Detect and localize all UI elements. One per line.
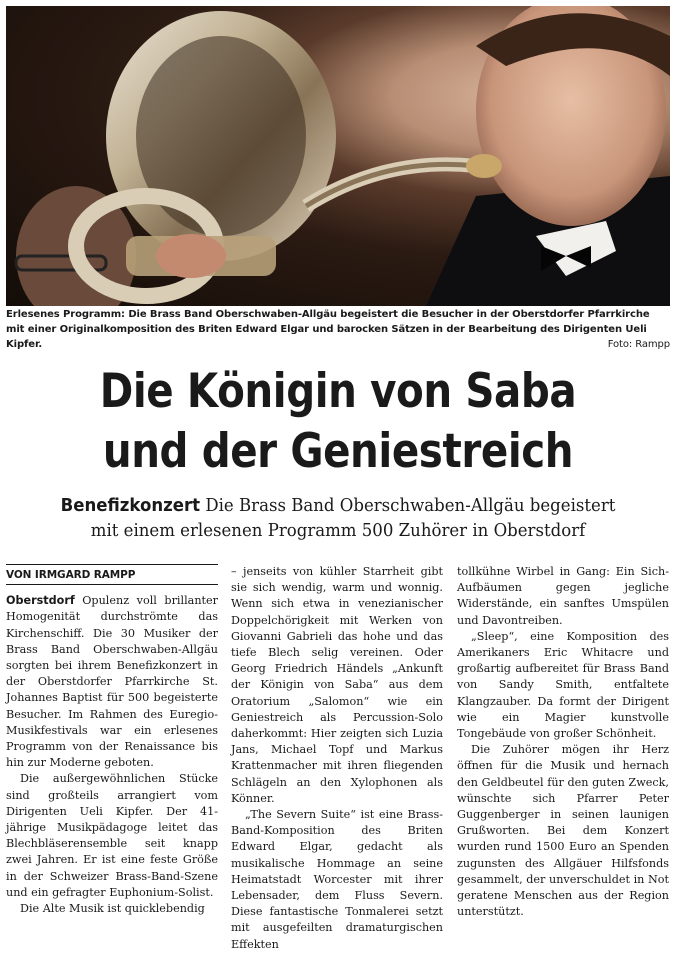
subhead-line-2: mit einem erlesenen Programm 500 Zuhörer in Oberstdorf	[90, 520, 586, 541]
paragraph-6: tollkühne Wirbel in Gang: Ein Sich-Aufbäumen gegen jegliche Widerstände, ein sanftes Umspülen und Davontreiben.	[457, 565, 669, 627]
kicker: Benefizkonzert	[60, 495, 201, 516]
article-column-1	[6, 564, 218, 917]
article-column-3	[457, 564, 669, 920]
subhead-line-1: Die Brass Band Oberschwaben-Allgäu begeistert	[205, 495, 616, 516]
paragraph-5: „The Severn Suite“ ist eine Brass-Band-Komposition des Briten Edward Elgar, gedacht als musikalische Hommage an seine Heimatstadt Worcester mit ihrer Lebensader, dem Fluss Severn. Diese fantastische Tonmalerei setzt mit ausgefeilten dramaturgischen Effekten	[231, 808, 443, 951]
paragraph-8: Die Zuhörer mögen ihr Herz öffnen für die Musik und hernach den Geldbeutel für den guten Zweck, wünschte sich Pfarrer Peter Guggenberger in seinen launigen Grußworten. Bei dem Konzert wurden rund 1500 Euro an Spenden zugunsten des Allgäuer Hilfsfonds gesammelt, der unverschuldet in Not geratene Menschen aus der Region unterstützt.	[457, 743, 669, 919]
paragraph-4: – jenseits von kühler Starrheit gibt sie sich wendig, warm und wonnig. Wenn sich etwa in venezianischer Doppelchörigkeit mit Werken von Giovanni Gabrieli das hohe und das tiefe Blech selig vereinen. Oder Georg Friedrich Händels „Ankunft der Königin von Saba“ aus dem Oratorium „Salomon“ wie ein Geniestreich als Percussion-Solo daherkommt: Hier zeigten sich Luzia Jans, Michael Topf und Markus Krattenmacher mit ihren fliegenden Schlägeln an den Xylophonen als Könner.	[231, 565, 443, 805]
dateline: Oberstdorf	[6, 594, 75, 608]
paragraph-1: Oberstdorf Opulenz voll brillanter Homogenität durchströmte das Kirchenschiff. Die 30 Musiker der Brass Band Oberschwaben-Allgäu sorgten bei ihrem Benefizkonzert in der Oberstdorfer Pfarrkirche St. Johannes Baptist für 500 begeisterte Besucher. Im Rahmen des Euregio-Musikfestivals war ein erlesenes Programm von der Renaissance bis hin zur Moderne geboten.	[6, 594, 218, 770]
caption-text: Erlesenes Programm: Die Brass Band Oberschwaben-Allgäu begeistert die Besucher in der Oberstdorfer Pfarrkirche mit einer Originalkomposition des Briten Edward Elgar und barocken Sätzen in der Bearbeitung des Dirigenten Ueli Kipfer.	[6, 309, 650, 350]
paragraph-7: „Sleep“, eine Komposition des Amerikaners Eric Whitacre und großartig aufbereitet für Brass Band von Sandy Smith, entfaltete Klangzauber. Da formt der Dirigent wie ein Magier kunstvolle Tongebäude von großer Schönheit.	[457, 629, 669, 741]
paragraph-2: Die außergewöhnlichen Stücke sind großteils arrangiert vom Dirigenten Ueli Kipfer. Der 41-jährige Musikpädagoge leitet das Blechbläserensemble seit knapp zwei Jahren. Er ist eine feste Größe in der Schweizer Brass-Band-Szene und ein gefragter Euphonium-Solist.	[6, 772, 218, 899]
photo-caption	[6, 307, 670, 352]
headline-line-2: und der Geniestreich	[102, 424, 574, 479]
article-column-2	[231, 564, 443, 953]
paragraph-3: Die Alte Musik ist quicklebendig	[20, 902, 205, 916]
headline	[47, 362, 628, 482]
brass-instrument-player-icon	[6, 6, 670, 306]
headline-line-1: Die Königin von Saba	[99, 364, 577, 419]
subheadline	[27, 493, 649, 543]
byline: VON IRMGARD RAMPP	[6, 564, 218, 585]
photo-credit: Foto: Rampp	[607, 339, 670, 350]
concert-photo	[6, 6, 670, 306]
